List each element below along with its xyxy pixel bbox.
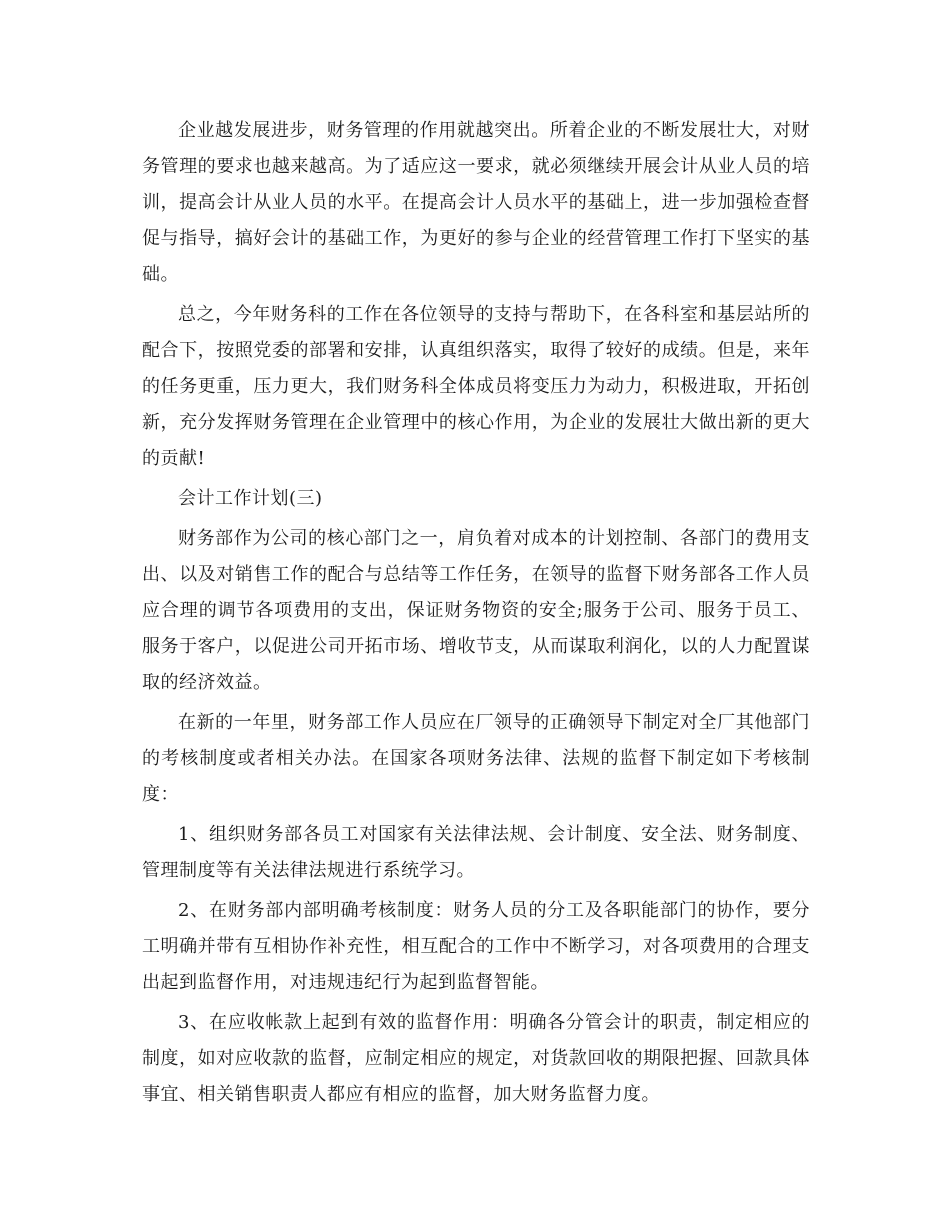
paragraph-summary: 总之，今年财务科的工作在各位领导的支持与帮助下，在各科室和基层站所的配合下，按照党委的部署和安排，认真组织落实，取得了较好的成绩。但是，来年的任务更重，压力更大，我们财务科全体成员将变压力为动力，积极进取，开拓创新，充分发挥财务管理在企业管理中的核心作用，为企业的发展壮大做出新的更大的贡献! [142,304,810,469]
section-heading-plan-three: 会计工作计划(三) [178,488,323,509]
list-item-3-receivables-supervision: 3、在应收帐款上起到有效的监督作用：明确各分管会计的职责，制定相应的制度，如对应收款的监督，应制定相应的规定，对货款回收的期限把握、回款具体事宜、相关销售职责人都应有相应的监督，加大财务监督力度。 [142,1012,810,1105]
paragraph-new-year-assessment: 在新的一年里，财务部工作人员应在厂领导的正确领导下制定对全厂其他部门的考核制度或者相关办法。在国家各项财务法律、法规的监督下制定如下考核制度： [142,712,810,805]
list-item-2-internal-assessment: 2、在财务部内部明确考核制度：财务人员的分工及各职能部门的协作，要分工明确并带有互相协作补充性，相互配合的工作中不断学习，对各项费用的合理支出起到监督作用，对违规违纪行为起到监督智能。 [142,900,810,993]
document-body [142,113,810,1117]
list-item-1-legal-study: 1、组织财务部各员工对国家有关法律法规、会计制度、安全法、财务制度、管理制度等有关法律法规进行系统学习。 [142,824,810,881]
paragraph-finance-department-role: 财务部作为公司的核心部门之一，肩负着对成本的计划控制、各部门的费用支出、以及对销售工作的配合与总结等工作任务，在领导的监督下财务部各工作人员应合理的调节各项费用的支出，保证财务物资的安全;服务于公司、服务于员工、服务于客户，以促进公司开拓市场、增收节支，从而谋取利润化，以的人力配置谋取的经济效益。 [142,528,810,693]
paragraph-finance-importance: 企业越发展进步，财务管理的作用就越突出。所着企业的不断发展壮大，对财务管理的要求也越来越高。为了适应这一要求，就必须继续开展会计从业人员的培训，提高会计从业人员的水平。在提高会计人员水平的基础上，进一步加强检查督促与指导，搞好会计的基础工作，为更好的参与企业的经营管理工作打下坚实的基础。 [142,120,810,285]
